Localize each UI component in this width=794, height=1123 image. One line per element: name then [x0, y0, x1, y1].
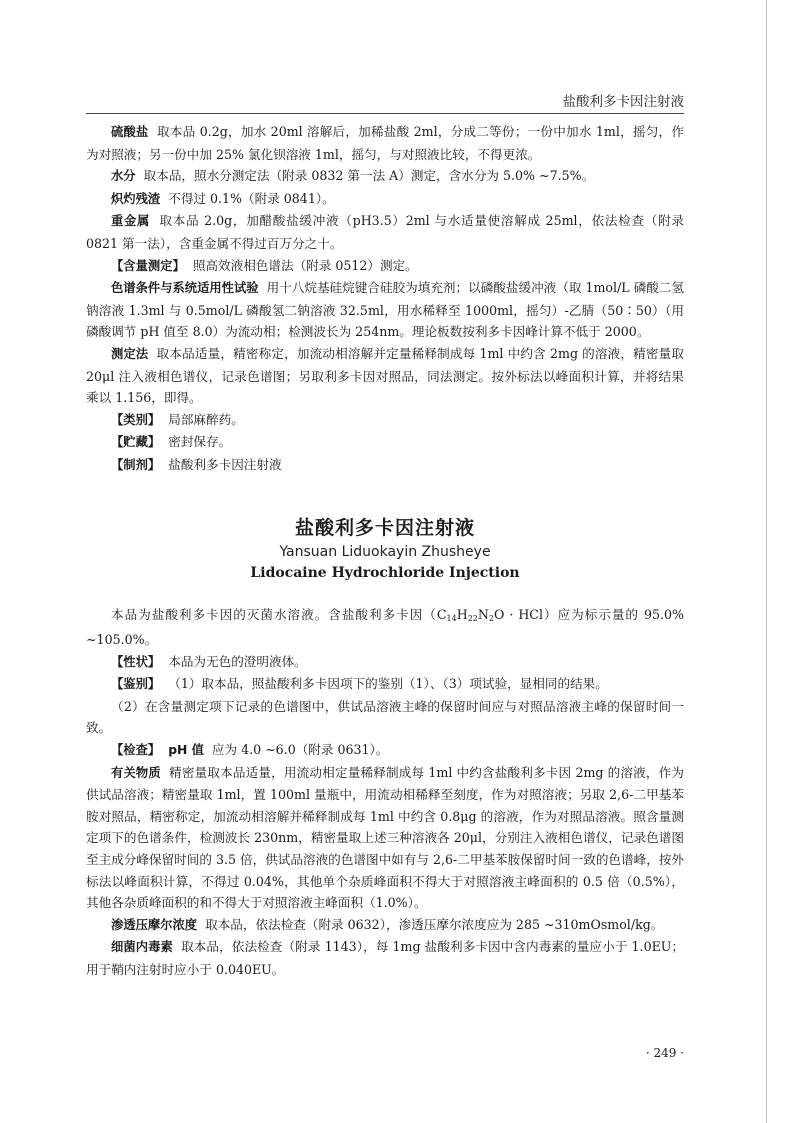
formula-symbol-n: N [477, 606, 489, 622]
storage-label: 【贮藏】 [111, 435, 161, 450]
chromatographic-label: 色谱条件与系统适用性试验 [111, 281, 259, 296]
formula-symbol-h: H [456, 606, 468, 622]
formula-subscript-c: 14 [446, 613, 457, 623]
osmolality-label: 渗透压摩尔浓度 [111, 917, 198, 932]
identification-paragraph [86, 673, 684, 696]
identification-label: 【鉴别】 [111, 677, 161, 692]
page-number: · 249 · [645, 1046, 684, 1060]
tests-paragraph [86, 739, 684, 762]
intro-text-b: O · HCl）应为标示量的 95.0% ~105.0%。 [86, 606, 684, 648]
preparation-label: 【制剂】 [111, 457, 161, 472]
residue-paragraph [86, 188, 684, 211]
description-label: 【性状】 [111, 654, 161, 669]
ph-text: 应为 4.0 ~6.0（附录 0631）。 [211, 742, 389, 758]
heavy-metals-paragraph [86, 210, 684, 254]
category-text: 局部麻醉药。 [168, 411, 244, 427]
description-paragraph [86, 651, 684, 674]
chromatographic-paragraph [86, 277, 684, 343]
running-header [86, 90, 684, 112]
preparation-text: 盐酸利多卡因注射液 [168, 456, 282, 472]
assay-paragraph [86, 255, 684, 278]
sulfate-text: 取本品 0.2g，加水 20ml 溶解后，加稀盐酸 2ml，分成二等份；一份中加水 1ml，摇匀，作为对照液；另一份中加 25% 氯化钡溶液 1ml，摇匀，与对照液比较，不得更浓。 [86, 124, 684, 162]
monograph-title-chinese: 盐酸利多卡因注射液 [294, 516, 475, 539]
monograph-title-pinyin: Yansuan Liduokayin Zhusheye [279, 543, 491, 560]
determination-label: 测定法 [111, 346, 149, 361]
related-substances-label: 有关物质 [111, 765, 161, 780]
page-body [86, 121, 684, 981]
ph-label: pH 值 [168, 743, 204, 758]
storage-text: 密封保存。 [168, 434, 232, 450]
monograph-title-block [86, 515, 684, 584]
storage-paragraph [86, 431, 684, 454]
category-label: 【类别】 [111, 412, 161, 427]
heavy-metals-text: 取本品 2.0g，加醋酸盐缓冲液（pH3.5）2ml 与水适量使溶解成 25ml，依法检查（附录 0821 第一法），含重金属不得过百万分之十。 [86, 213, 684, 251]
osmolality-paragraph [86, 914, 684, 937]
residue-text: 不得过 0.1%（附录 0841）。 [168, 190, 335, 206]
intro-paragraph [86, 604, 684, 651]
related-substances-paragraph [86, 762, 684, 914]
water-text: 取本品，照水分测定法（附录 0832 第一法 A）测定，含水分为 5.0% ~7.5%。 [143, 168, 595, 184]
assay-label: 【含量测定】 [111, 258, 185, 273]
formula-subscript-n: 2 [488, 613, 495, 623]
category-paragraph [86, 409, 684, 432]
header-rule [86, 113, 684, 114]
formula-subscript-h: 22 [467, 613, 478, 623]
water-paragraph [86, 165, 684, 188]
preparation-paragraph [86, 454, 684, 477]
page-edge-line [766, 0, 767, 1123]
osmolality-text: 取本品，依法检查（附录 0632），渗透压摩尔浓度应为 285 ~310mOsmol/kg。 [205, 916, 664, 932]
assay-text: 照高效液相色谱法（附录 0512）测定。 [192, 257, 418, 273]
description-text: 本品为无色的澄明液体。 [168, 653, 307, 669]
monograph-title-english: Lidocaine Hydrochloride Injection [250, 564, 520, 581]
endotoxin-paragraph [86, 936, 684, 980]
tests-label: 【检查】 [111, 743, 161, 758]
water-label: 水分 [111, 169, 136, 184]
related-substances-text: 精密量取本品适量，用流动相定量稀释制成每 1ml 中约含盐酸利多卡因 2mg 的溶液，作为供试品溶液；精密量取 1ml，置 100ml 量瓶中，用流动相稀释至刻度，作为对照溶液；另取 2,6-二甲基苯胺对照品，精密称定，加流动相溶解并稀释制成每 1ml 中约含 0.8μg 的溶液，作为对照品溶液。照含量测定项下的色谱条件，检测波长 230nm，精密量取上述三种溶液各 20μl，分别注入液相色谱仪，记录色谱图至主成分峰保留时间的 3.5 倍，供试品溶液的色谱图中如有与 2,6-二甲基苯胺保留时间一致的色谱峰，按外标法以峰面积计算，不得过 0.04%，其他单个杂质峰面积不得大于对照溶液主峰面积的 0.5 倍（0.5%），其他各杂质峰面积的和不得大于对照溶液主峰面积（1.0%）。 [86, 764, 684, 911]
intro-text-a: 本品为盐酸利多卡因的灭菌水溶液。含盐酸利多卡因（C [111, 606, 447, 622]
determination-text: 取本品适量，精密称定，加流动相溶解并定量稀释制成每 1ml 中约含 2mg 的溶液，精密量取 20μl 注入液相色谱仪，记录色谱图；另取利多卡因对照品，同法测定。按外标法以峰面积计算，并将结果乘以 1.156，即得。 [86, 345, 684, 406]
sulfate-paragraph [86, 121, 684, 165]
running-title: 盐酸利多卡因注射液 [562, 94, 684, 110]
determination-paragraph [86, 343, 684, 409]
sulfate-label: 硫酸盐 [111, 125, 149, 139]
residue-label: 炽灼残渣 [111, 191, 161, 206]
heavy-metals-label: 重金属 [111, 214, 151, 229]
chromatographic-text: 用十八烷基硅烷键合硅胶为填充剂；以磷酸盐缓冲液（取 1mol/L 磷酸二氢钠溶液 1.3ml 与 0.5mol/L 磷酸氢二钠溶液 32.5ml，用水稀释至 1000ml，摇匀）-乙腈（50∶50）（用磷酸调节 pH 值至 8.0）为流动相；检测波长为 254nm。理论板数按利多卡因峰计算不低于 2000。 [86, 280, 684, 340]
identification-2-text: （2）在含量测定项下记录的色谱图中，供试品溶液主峰的保留时间应与对照品溶液主峰的保留时间一致。 [86, 698, 684, 736]
endotoxin-text: 取本品，依法检查（附录 1143），每 1mg 盐酸利多卡因中含内毒素的量应小于 1.0EU；用于鞘内注射时应小于 0.040EU。 [86, 939, 684, 977]
identification-text: （1）取本品，照盐酸利多卡因项下的鉴别（1）、（3）项试验，显相同的结果。 [168, 676, 608, 692]
endotoxin-label: 细菌内毒素 [111, 940, 173, 955]
identification-2-paragraph [86, 696, 684, 739]
